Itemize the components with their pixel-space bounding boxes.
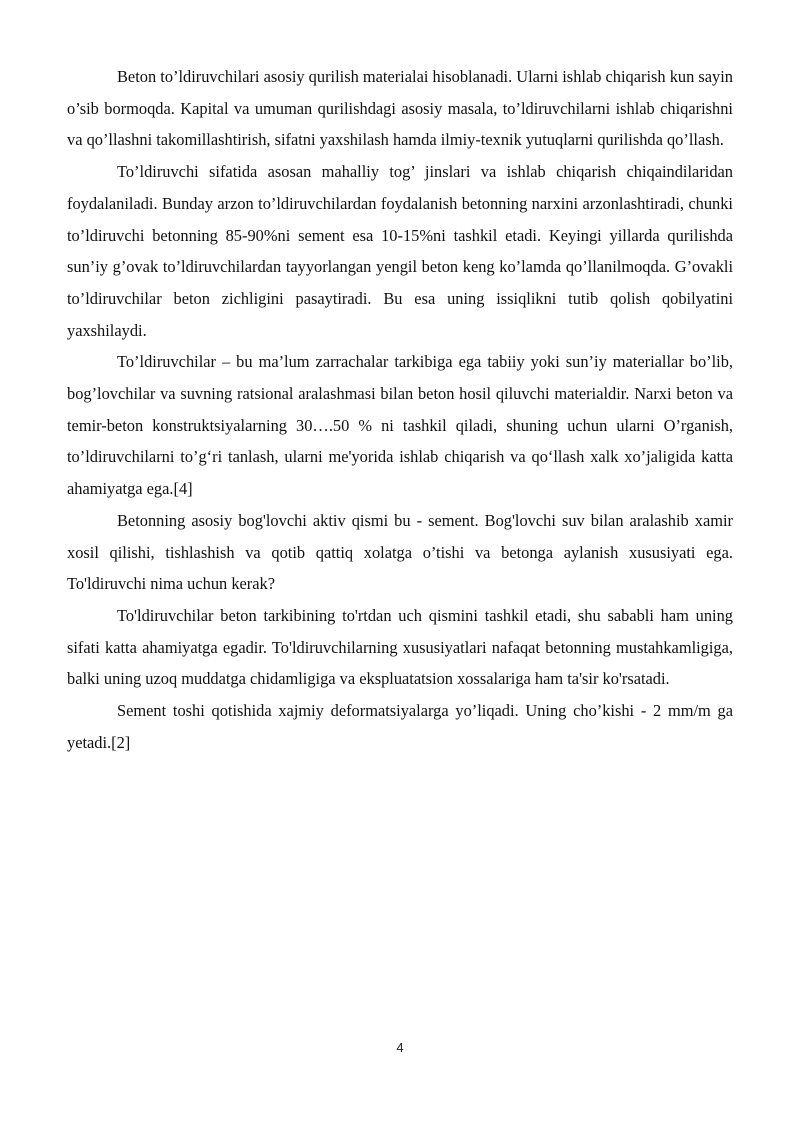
paragraph: To'ldiruvchilar beton tarkibining to'rtdan uch qismini tashkil etadi, shu sababli ham uning sifati katta ahamiyatga egadir. To'ldiruvchilarning xususiyatlari nafaqat betonning mustahkamligiga, balki uning uzoq muddatga chidamligiga va ekspluatatsion xossalariga ham ta'sir ko'rsatadi.: [67, 605, 733, 689]
paragraph: Betonning asosiy bog'lovchi aktiv qismi bu - sement. Bog'lovchi suv bilan aralashib xamir xosil qilishi, tishlashish va qotib qattiq xolatga o’tishi va betonga aylanish xususiyati ega. To'ldiruvchi nima uchun kerak?: [67, 510, 733, 594]
document-body: [67, 61, 733, 758]
page-number: 4: [396, 1040, 404, 1055]
paragraph: Sement toshi qotishida xajmiy deformatsiyalarga yo’liqadi. Uning cho’kishi - 2 mm/m ga yetadi.[2]: [67, 701, 733, 752]
paragraph: Beton to’ldiruvchilari asosiy qurilish materialai hisoblanadi. Ularni ishlab chiqarish kun sayin o’sib bormoqda. Kapital va umuman qurilishdagi asosiy masala, to’ldiruvchilarni ishlab chiqarishni va qo’llashni takomillashtirish, sifatni yaxshilash hamda ilmiy-texnik yutuqlarni qurilishda qo’llash.: [67, 67, 733, 150]
paragraph: To’ldiruvchi sifatida asosan mahalliy tog’ jinslari va ishlab chiqarish chiqaindilaridan foydalaniladi. Bunday arzon to’ldiruvchilardan foydalanish betonning narxini arzonlashtiradi, chunki to’ldiruvchi betonning 85-90%ni sement esa 10-15%ni tashkil etadi. Keyingi yillarda qurilishda sun’iy g’ovak to’ldiruvchilardan tayyorlangan yengil beton keng ko’lamda qo’llanilmoqda. G’ovakli to’ldiruvchilar beton zichligini pasaytiradi. Bu esa uning issiqlikni tutib qolish qobilyatini yaxshilaydi.: [67, 162, 733, 340]
paragraph: To’ldiruvchilar – bu ma’lum zarrachalar tarkibiga ega tabiiy yoki sun’iy materiallar bo’lib, bog’lovchilar va suvning ratsional aralashmasi bilan beton hosil qiluvchi materialdir. Narxi beton va temir-beton konstruktsiyalarning 30….50 % ni tashkil qiladi, shuning uchun ularni O’rganish, to’ldiruvchilarni to’g‘ri tanlash, ularni me'yorida ishlab chiqarish va qo‘llash xalk xo’jaligida katta ahamiyatga ega.[4]: [67, 352, 733, 499]
